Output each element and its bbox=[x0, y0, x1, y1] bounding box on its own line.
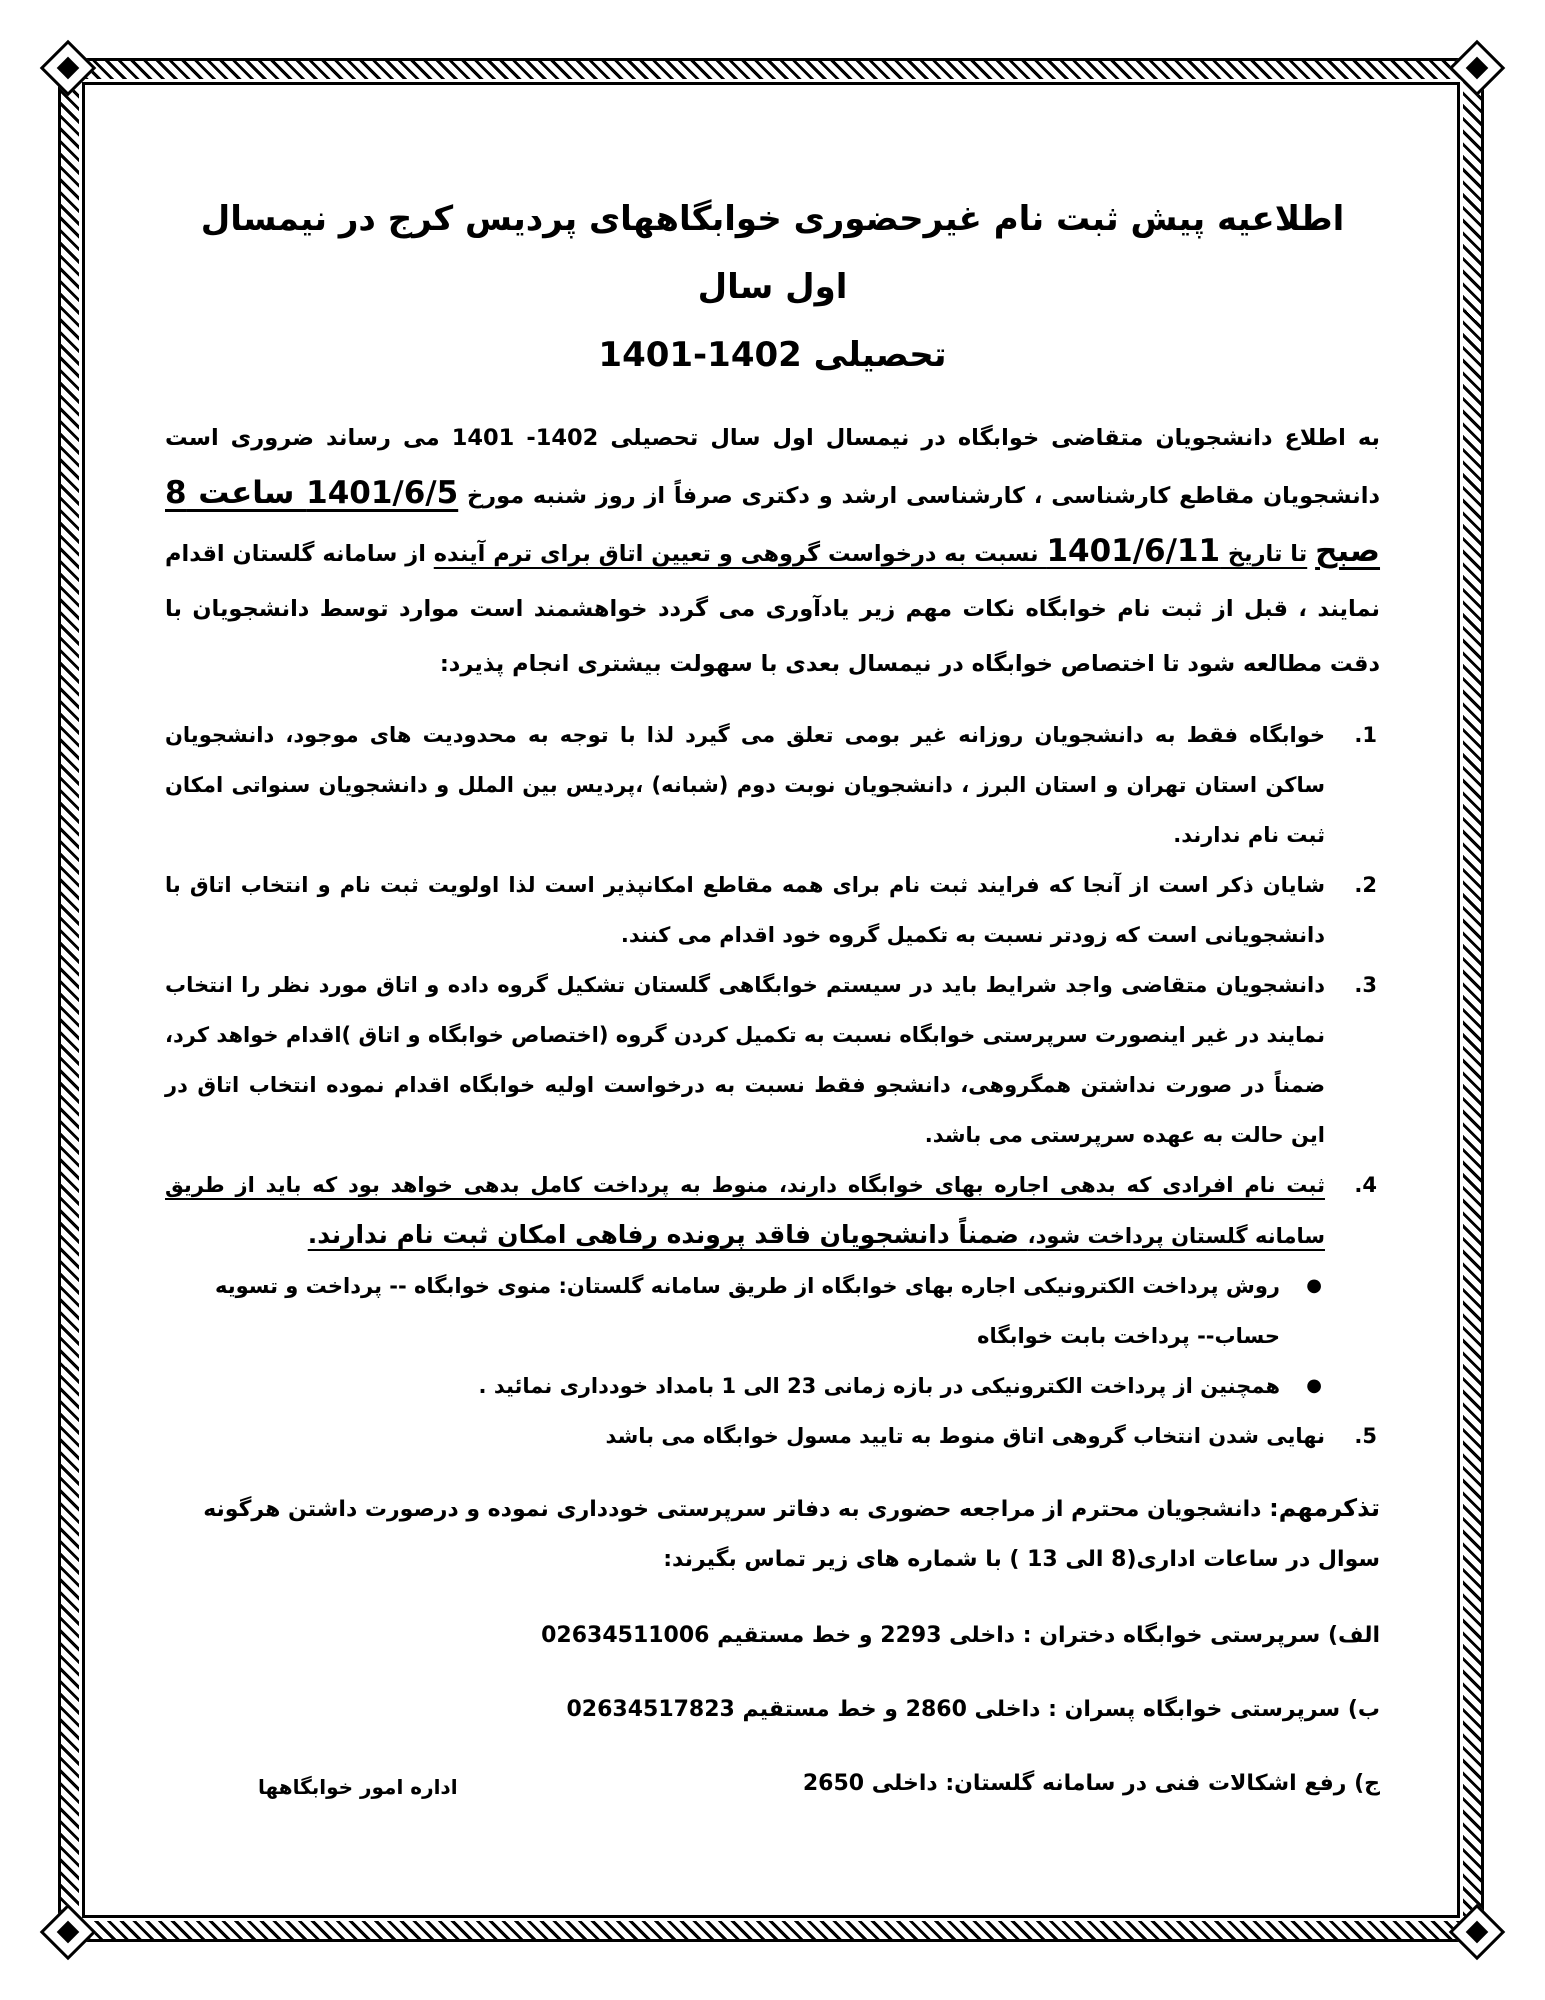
list-item: 5. نهایی شدن انتخاب گروهی اتاق منوط به تایید مسول خوابگاه می باشد bbox=[605, 1424, 1377, 1448]
rules-list bbox=[165, 710, 1380, 1261]
important-note: تذکرمهم: دانشجویان محترم از مراجعه حضوری به دفاتر سرپرستی خودداری نموده و درصورت داشتن هرگونه سوال در ساعات اداری(8 الی 13 ) با شماره های زیر تماس بگیرند: bbox=[203, 1494, 1380, 1572]
list-item: 3. دانشجویان متقاضی واجد شرایط باید در سیستم خوابگاهی گلستان تشکیل گروه داده و اتاق مورد نظر را انتخاب نمایند در غیر اینصورت سرپرستی خوابگاه نسبت به تکمیل کردن گروه (اختصاص خوابگاه و اتاق )اقدام خواهد کرد، ضمناً در صورت نداشتن همگروهی، دانشجو فقط نسبت به درخواست اولیه خوابگاه اقدام نموده انتخاب اتاق در این حالت به عهده سرپرستی می باشد. bbox=[165, 973, 1377, 1147]
title-line-1: اطلاعیه پیش ثبت نام غیرحضوری خوابگاههای پردیس کرج در نیمسال اول سال bbox=[200, 199, 1345, 307]
bullet-icon: ● bbox=[1306, 1375, 1322, 1396]
end-date: 1401/6/11 bbox=[1046, 533, 1221, 569]
list-item: ● روش پرداخت الکترونیکی اجاره بهای خوابگاه از طریق سامانه گلستان: منوی خوابگاه -- پرداخت و تسویه حساب-- پرداخت بابت خوابگاه bbox=[165, 1261, 1280, 1361]
page-title bbox=[165, 185, 1380, 389]
title-line-2: تحصیلی bbox=[801, 335, 947, 375]
list-item: ● همچنین از پرداخت الکترونیکی در بازه زمانی 23 الی 1 بامداد خودداری نمائید . bbox=[165, 1361, 1280, 1411]
contact-tech: ج) رفع اشکالات فنی در سامانه گلستان: داخلی 2650 bbox=[802, 1771, 1380, 1796]
contact-girls: الف) سرپرستی خوابگاه دختران : داخلی 2293 و خط مستقیم 02634511006 bbox=[541, 1623, 1380, 1648]
bullet-icon: ● bbox=[1306, 1275, 1322, 1296]
rules-list-cont bbox=[165, 1411, 1380, 1461]
list-item: 4. ثبت نام افرادی که بدهی اجاره بهای خوابگاه دارند، منوط به پرداخت کامل بدهی خواهد بود که باید از طریق سامانه گلستان پرداخت شود، ضمناً دانشجویان فاقد پرونده رفاهی امکان ثبت نام ندارند. bbox=[165, 1173, 1377, 1249]
title-year: 1401-1402 bbox=[598, 335, 802, 375]
signature: اداره امور خوابگاهها bbox=[258, 1775, 458, 1799]
start-date: 1401/6/5 ساعت 8 صبح bbox=[165, 475, 1381, 569]
document-body bbox=[165, 185, 1380, 1809]
payment-notes bbox=[165, 1261, 1380, 1411]
intro-paragraph: به اطلاع دانشجویان متقاضی خوابگاه در نیمسال اول سال تحصیلی 1402- 1401 می رساند ضروری است دانشجویان مقاطع کارشناسی ، کارشناسی ارشد و دکتری صرفاً از روز شنبه مورخ 1401/6/5 ساعت 8 صبح تا تاریخ 1401/6/11 نسبت به درخواست گروهی و تعیین اتاق برای ترم آینده از سامانه گلستان اقدام نمایند ، قبل از ثبت نام خوابگاه نکات مهم زیر یادآوری می گردد خواهشمند است موارد توسط دانشجویان با دقت مطالعه شود تا اختصاص خوابگاه در نیمسال بعدی با سهولت بیشتری انجام پذیرد: bbox=[165, 425, 1381, 677]
list-item: 1. خوابگاه فقط به دانشجویان روزانه غیر بومی تعلق می گیرد لذا با توجه به محدودیت های موجود، دانشجویان ساکن استان تهران و استان البرز ، دانشجویان نوبت دوم (شبانه) ،پردیس بین الملل و دانشجویان سنواتی امکان ثبت نام ندارند. bbox=[165, 723, 1377, 847]
list-item: 2. شایان ذکر است از آنجا که فرایند ثبت نام برای همه مقاطع امکانپذیر است لذا اولویت ثبت نام و انتخاب اتاق با دانشجویانی است که زودتر نسبت به تکمیل گروه خود اقدام می کنند. bbox=[165, 873, 1377, 947]
contact-boys: ب) سرپرستی خوابگاه پسران : داخلی 2860 و خط مستقیم 02634517823 bbox=[566, 1697, 1380, 1722]
note-label: تذکرمهم: bbox=[1269, 1494, 1380, 1522]
